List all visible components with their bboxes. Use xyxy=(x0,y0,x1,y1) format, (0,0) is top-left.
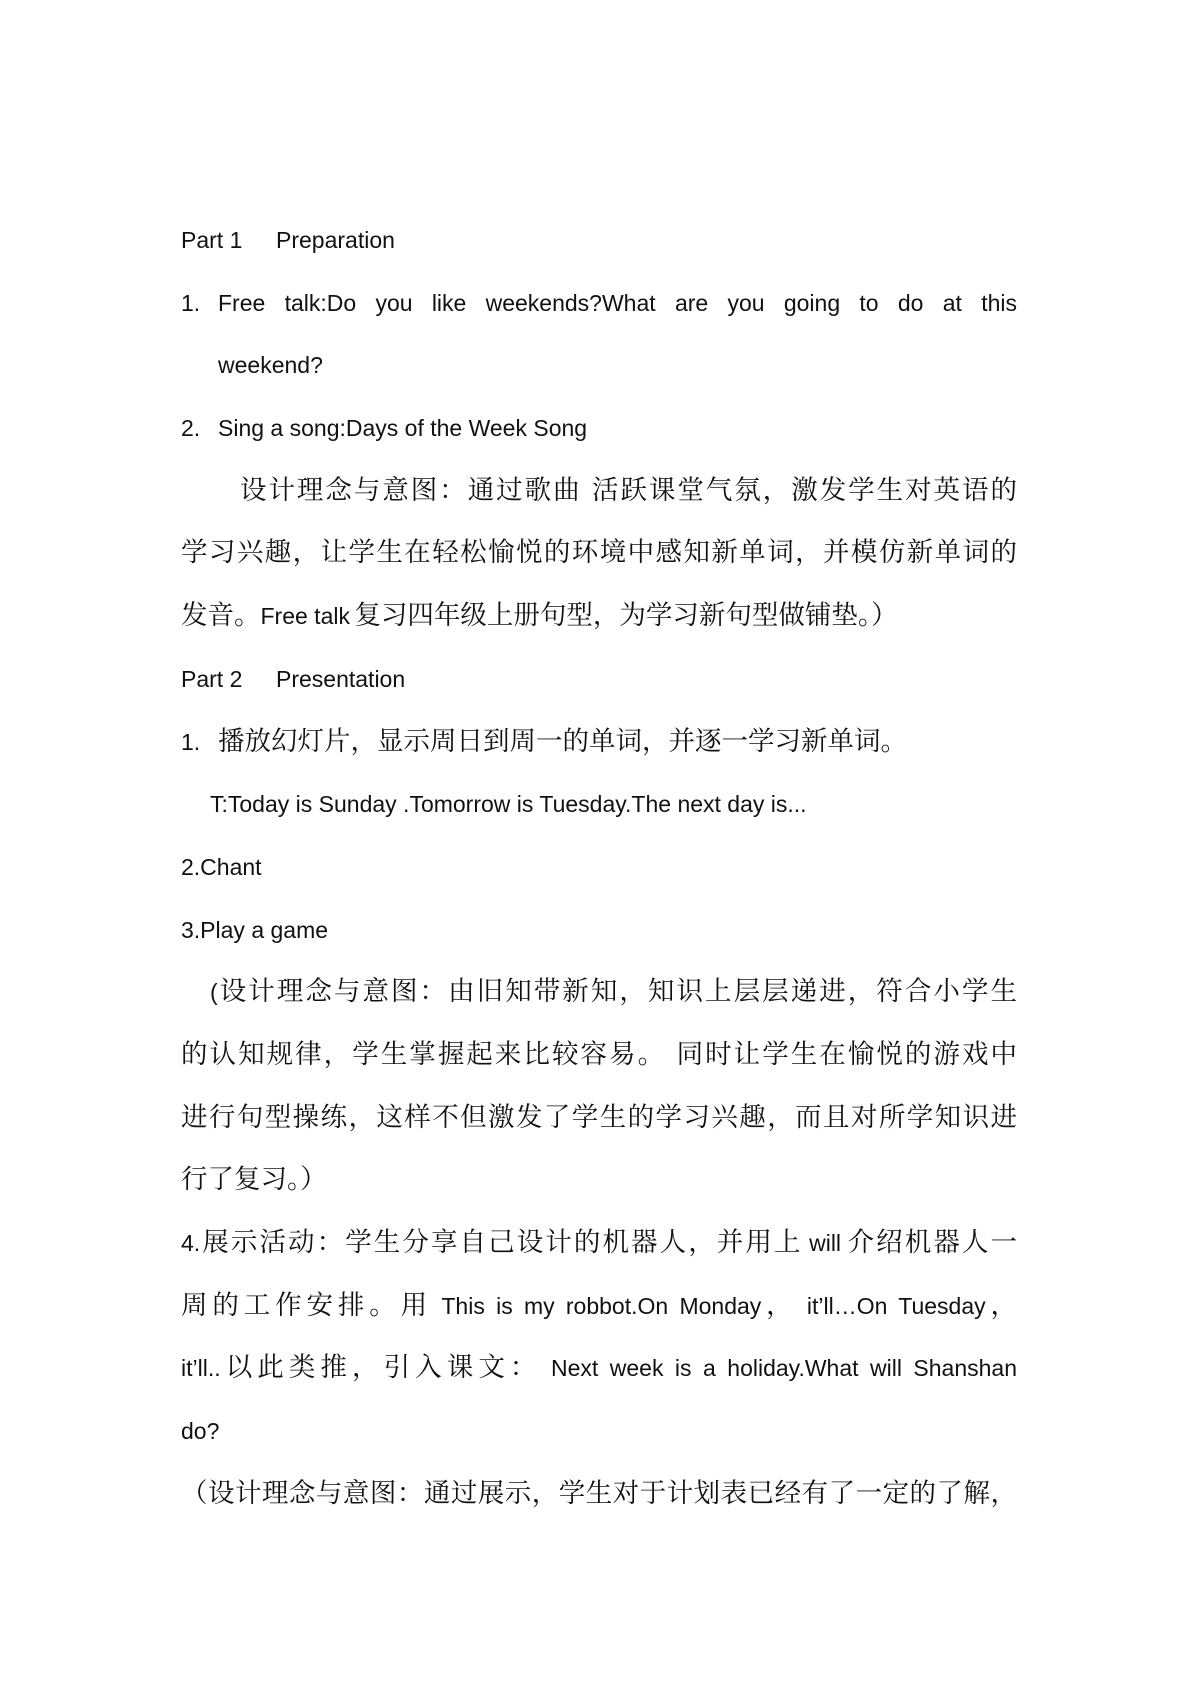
paragraph-text: 学习兴趣，让学生在轻松愉悦的环境中感知新单词，并模仿新单词的 xyxy=(181,537,1017,569)
paragraph-text: ( xyxy=(210,979,218,1006)
list-item-continuation xyxy=(181,334,1017,397)
paragraph-text: This is my robbot.On Monday xyxy=(441,1292,762,1319)
paragraph-text: 以此类推，引入课文： xyxy=(220,1352,542,1384)
paragraph-text: 的认知规律，学生掌握起来比较容易。 同时让学生在愉悦的游戏中 xyxy=(181,1038,1017,1070)
list-number: 1. xyxy=(181,728,201,755)
paragraph-text: 介绍机器人一 xyxy=(847,1227,1017,1258)
list-item xyxy=(181,272,1017,335)
part-heading xyxy=(181,648,1017,711)
list-item-text: Free talk:Do you like weekends?What are you going to do at this xyxy=(218,289,1017,316)
dialogue-line xyxy=(181,773,1017,836)
paragraph-text: it’ll…On Tuesday xyxy=(806,1292,986,1319)
rationale-line xyxy=(181,961,1017,1024)
paragraph-text: ， xyxy=(761,1289,798,1321)
paragraph-text: 复习四年级上册句型，为学习新句型做铺垫。） xyxy=(354,600,898,632)
paragraph-text: ， xyxy=(985,1289,1017,1321)
rationale-line xyxy=(181,1024,1017,1087)
dialogue-text: T:Today is Sunday .Tomorrow is Tuesday.The next day is... xyxy=(210,791,807,818)
list-item-text: Sing a song:Days of the Week Song xyxy=(218,415,588,442)
rationale-line xyxy=(181,522,1017,585)
paragraph-text: 进行句型操练，这样不但激发了学生的学习兴趣，而且对所学知识进 xyxy=(181,1101,1017,1133)
list-item-continuation xyxy=(181,1337,1017,1400)
paragraph-text: 发音。 xyxy=(181,600,261,632)
list-item xyxy=(181,1212,1017,1275)
rationale-line xyxy=(181,585,1017,648)
part-title: Preparation xyxy=(276,227,395,253)
rationale-line xyxy=(181,1463,1017,1526)
paragraph-text: 设计理念与意图：通过歌曲 活跃课堂气氛，激发学生对英语的 xyxy=(240,474,1017,506)
rationale-line xyxy=(181,1087,1017,1150)
list-item-continuation xyxy=(181,1275,1017,1338)
list-item-text: weekend? xyxy=(218,352,323,379)
paragraph-text: Next week is a holiday.What will Shanshan xyxy=(551,1355,1017,1382)
list-number: 4. xyxy=(181,1230,201,1256)
list-item-continuation xyxy=(181,1400,1017,1463)
paragraph-text: 展示活动：学生分享自己设计的机器人，并用上 xyxy=(200,1227,803,1258)
paragraph-text: Free talk xyxy=(260,603,350,630)
paragraph-text: will xyxy=(809,1230,842,1256)
rationale-line xyxy=(181,1149,1017,1212)
list-number: 1. xyxy=(181,289,201,316)
list-item xyxy=(181,836,1017,899)
paragraph-text: 周的工作安排。用 xyxy=(181,1289,433,1321)
paragraph-text: （设计理念与意图：通过展示，学生对于计划表已经有了一定的了解， xyxy=(181,1477,1017,1509)
list-item-text: 2.Chant xyxy=(181,853,262,880)
document-page xyxy=(181,209,1017,1525)
part-label: Part 1 xyxy=(181,227,243,253)
list-item xyxy=(181,711,1017,774)
paragraph-text: it’ll.. xyxy=(181,1355,221,1382)
part-title: Presentation xyxy=(276,665,406,692)
list-item xyxy=(181,899,1017,962)
part-heading xyxy=(181,209,1017,272)
list-item-text: 播放幻灯片，显示周日到周一的单词，并逐一学习新单词。 xyxy=(218,725,907,757)
part-label: Part 2 xyxy=(181,665,243,692)
list-item-text: 3.Play a game xyxy=(181,916,329,943)
paragraph-text: 行了复习。） xyxy=(181,1164,327,1196)
paragraph-text: do? xyxy=(181,1418,220,1445)
list-item xyxy=(181,397,1017,460)
list-number: 2. xyxy=(181,415,201,442)
paragraph-text: 设计理念与意图：由旧知带新知，知识上层层递进，符合小学生 xyxy=(217,976,1017,1008)
rationale-line xyxy=(181,460,1017,523)
